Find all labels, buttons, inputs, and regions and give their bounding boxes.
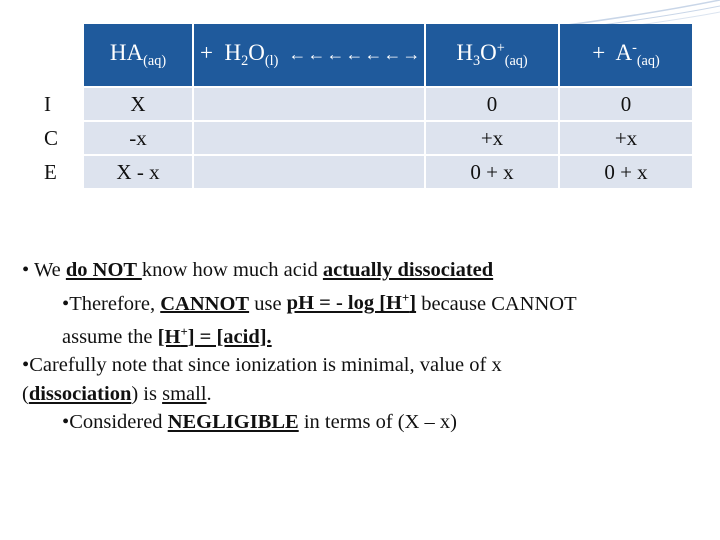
- anion-cell: 0 + x: [560, 156, 692, 188]
- note-line: (dissociation) is small.: [22, 382, 212, 405]
- row-label: E: [38, 156, 82, 188]
- acid-cell: X: [84, 88, 192, 120]
- header-blank: [38, 24, 82, 86]
- bullet-icon: •: [22, 259, 30, 281]
- header-acid: $HA_{(aq)}$: [84, 24, 192, 86]
- bullet-icon: •: [62, 292, 70, 315]
- ice-row-equilibrium: [38, 156, 692, 188]
- note-line: assume the [H+] = [acid].: [62, 324, 272, 348]
- anion-cell: +x: [560, 122, 692, 154]
- note-line: •Therefore, CANNOT use pH = - log [H+] because CANNOT: [62, 291, 577, 315]
- header-water: + $H_2O_{(l)}$ ←←←←←←→: [194, 24, 424, 86]
- row-label: I: [38, 88, 82, 120]
- ice-row-initial: [38, 88, 692, 120]
- ice-header-row: [38, 24, 692, 86]
- note-line: •Carefully note that since ionization is minimal, value of x: [22, 354, 502, 377]
- acid-cell: X - x: [84, 156, 192, 188]
- ice-table: [36, 22, 694, 190]
- row-label: C: [38, 122, 82, 154]
- note-line: • We do NOT know how much acid actually dissociated: [22, 259, 494, 281]
- water-cell: [194, 122, 424, 154]
- notes-text: [22, 256, 702, 437]
- equilibrium-arrows: ←←←←←←→: [288, 44, 422, 64]
- note-line: •Considered NEGLIGIBLE in terms of (X – x): [62, 411, 457, 434]
- water-cell: [194, 88, 424, 120]
- hydronium-cell: 0: [426, 88, 558, 120]
- bullet-icon: •: [22, 354, 30, 377]
- water-cell: [194, 156, 424, 188]
- acid-cell: -x: [84, 122, 192, 154]
- header-hydronium: $H_3O^+_{(aq)}$: [426, 24, 558, 86]
- hydronium-cell: 0 + x: [426, 156, 558, 188]
- header-anion: + $A^-_{(aq)}$: [560, 24, 692, 86]
- ice-row-change: [38, 122, 692, 154]
- bullet-icon: •: [62, 411, 70, 434]
- anion-cell: 0: [560, 88, 692, 120]
- hydronium-cell: +x: [426, 122, 558, 154]
